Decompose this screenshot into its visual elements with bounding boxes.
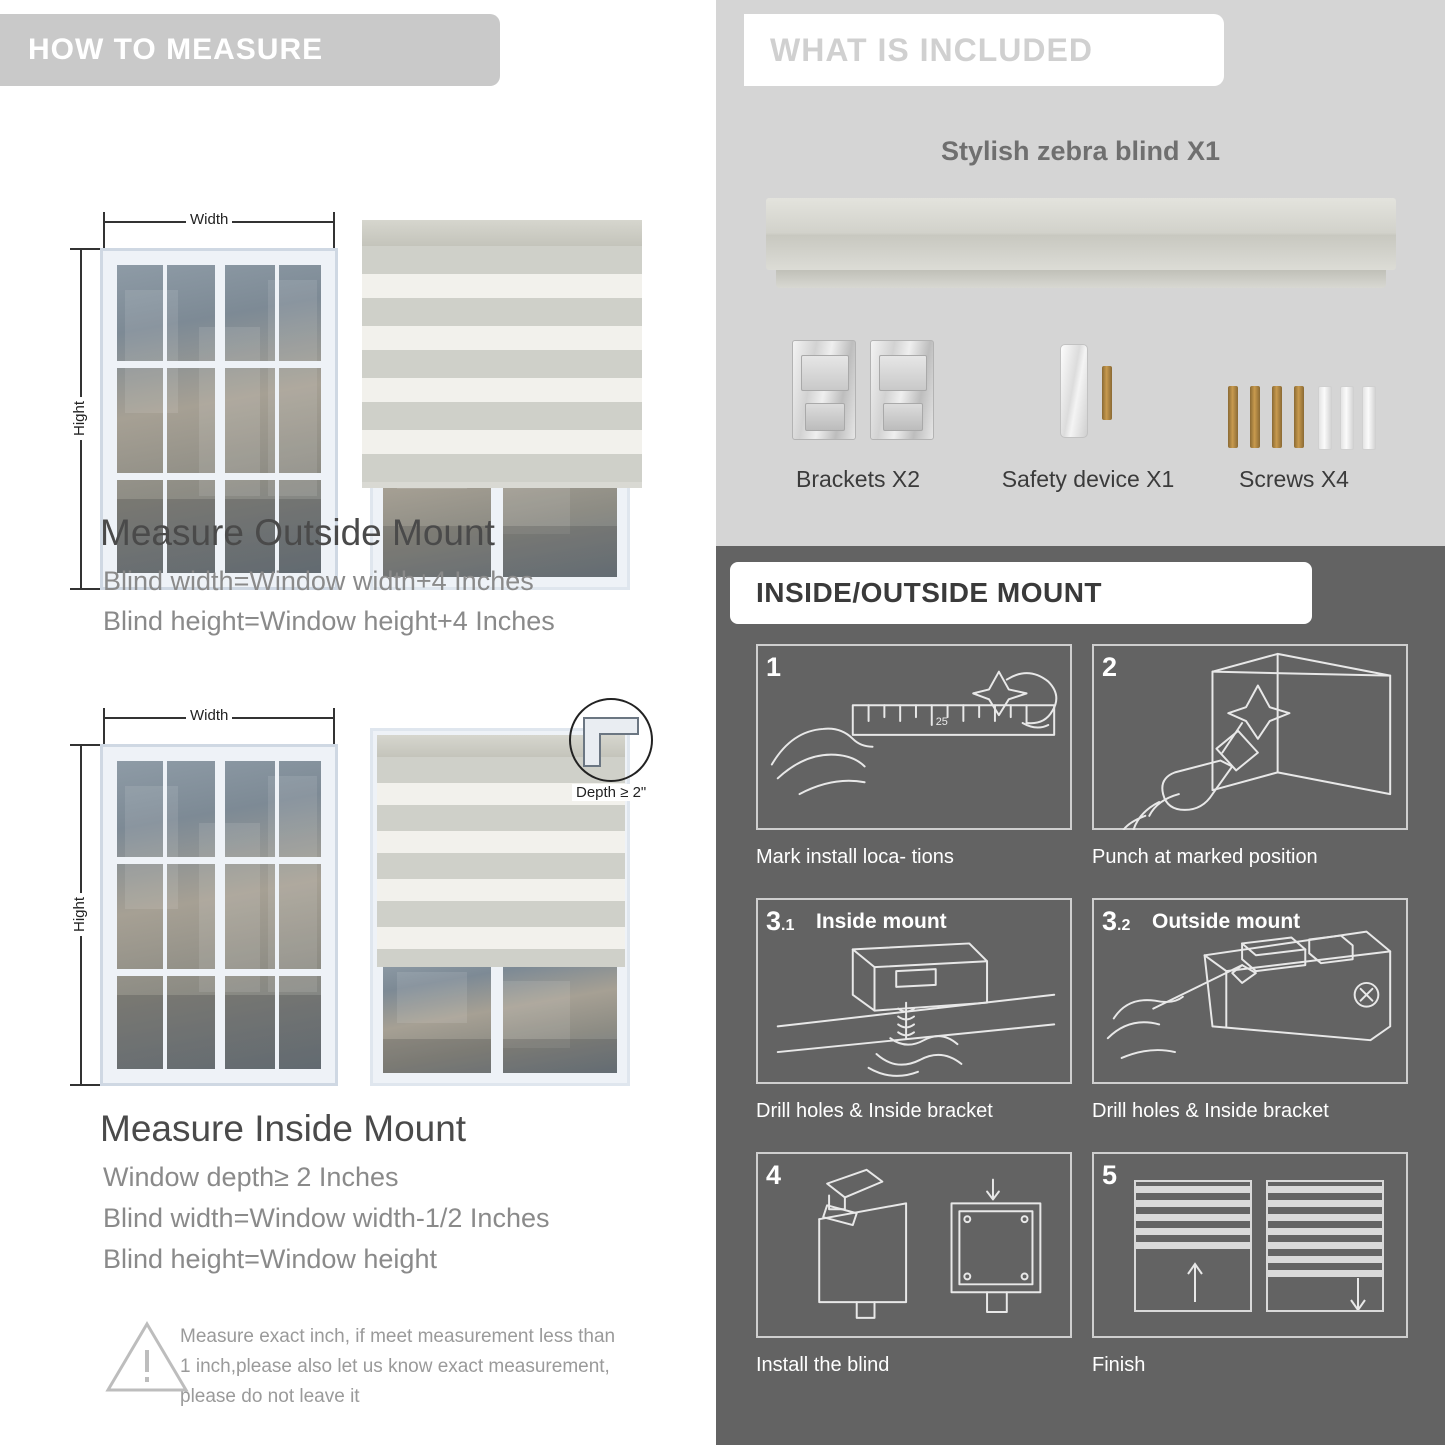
step-3-1-inline-label: Inside mount: [816, 910, 947, 933]
how-to-measure-title: HOW TO MEASURE: [0, 14, 500, 86]
safety-device-label: Safety device X1: [1001, 466, 1175, 492]
outside-mount-line-2: Blind height=Window height+4 Inches: [103, 606, 555, 636]
inside-mount-line-2: Blind width=Window width-1/2 Inches: [103, 1203, 550, 1233]
step-1-number: 1: [766, 652, 782, 682]
wall-anchor-icon: [1362, 386, 1376, 450]
outside-width-label: Width: [186, 211, 232, 228]
bracket-icon: [792, 340, 856, 440]
outside-height-label: Hight: [71, 397, 88, 440]
inside-mount-heading: Measure Inside Mount: [100, 1108, 467, 1149]
step-5-number: 5: [1102, 1160, 1118, 1190]
inside-height-label: Hight: [71, 893, 88, 936]
svg-text:25: 25: [935, 715, 948, 728]
inside-mount-line-1: Window depth≥ 2 Inches: [103, 1162, 399, 1192]
brackets-label: Brackets X2: [796, 466, 920, 492]
inside-width-label: Width: [186, 707, 232, 724]
step-2-number: 2: [1102, 652, 1118, 682]
step-3-1-caption: Drill holes & Inside bracket: [756, 1100, 993, 1122]
step-3-1-minor: .1: [781, 917, 795, 934]
warning-triangle-icon: [104, 1318, 190, 1396]
headrail-illustration: [766, 198, 1396, 270]
bracket-icon: [870, 340, 934, 440]
step-3-1: [756, 898, 1072, 1084]
step-3-2-sketch: [1094, 900, 1406, 1084]
step-2-caption: Punch at marked position: [1092, 846, 1318, 868]
wall-anchor-icon: [1318, 386, 1332, 450]
step-4-number: 4: [766, 1160, 782, 1190]
depth-label: Depth ≥ 2": [572, 784, 650, 801]
wall-anchor-icon: [1340, 386, 1354, 450]
step-3-2-inline-label: Outside mount: [1152, 910, 1301, 933]
step-4-sketch: [758, 1154, 1070, 1338]
step-5-caption: Finish: [1092, 1354, 1146, 1376]
how-to-measure-panel: [0, 0, 712, 1445]
finished-blind-right: [1266, 1180, 1384, 1312]
window-frame: [100, 744, 338, 1086]
step-4: [756, 1152, 1072, 1338]
what-is-included-title: WHAT IS INCLUDED: [744, 14, 1224, 86]
screw-icon: [1102, 366, 1112, 420]
step-1-caption: Mark install loca- tions: [756, 846, 954, 868]
step-4-caption: Install the blind: [756, 1354, 890, 1376]
safety-device-icon: [1060, 344, 1088, 438]
screw-icon: [1272, 386, 1282, 448]
headrail-bottom-lip: [776, 270, 1386, 288]
measure-note: Measure exact inch, if meet measurement less than 1 inch,please also let us know exact measurement, please do not leave it: [180, 1326, 616, 1407]
step-3-2-caption: Drill holes & Inside bracket: [1092, 1100, 1329, 1122]
finished-blind-left: [1134, 1180, 1252, 1312]
step-5: [1092, 1152, 1408, 1338]
inside-mount-line-3: Blind height=Window height: [103, 1244, 437, 1274]
step-3-1-sketch: [758, 900, 1070, 1084]
step-2-sketch: [1094, 646, 1406, 830]
outside-mount-line-1: Blind width=Window width+4 Inches: [103, 566, 534, 596]
outside-mount-illustration: [0, 100, 712, 500]
screw-icon: [1294, 386, 1304, 448]
screw-icon: [1228, 386, 1238, 448]
step-3-2-major: 3: [1102, 906, 1118, 936]
zebra-blind: [362, 220, 642, 488]
step-3-2: [1092, 898, 1408, 1084]
step-3-1-major: 3: [766, 906, 782, 936]
inside-outside-mount-title: INSIDE/OUTSIDE MOUNT: [730, 562, 1312, 624]
step-1: [756, 644, 1072, 830]
main-item-label: Stylish zebra blind X1: [940, 136, 1221, 166]
step-2: [1092, 644, 1408, 830]
step-3-2-minor: .2: [1117, 917, 1131, 934]
step-1-sketch: [758, 646, 1070, 830]
inside-mount-illustration: [0, 698, 712, 1098]
screws-label: Screws X4: [1239, 466, 1349, 492]
outside-mount-heading: Measure Outside Mount: [100, 512, 495, 553]
screw-icon: [1250, 386, 1260, 448]
